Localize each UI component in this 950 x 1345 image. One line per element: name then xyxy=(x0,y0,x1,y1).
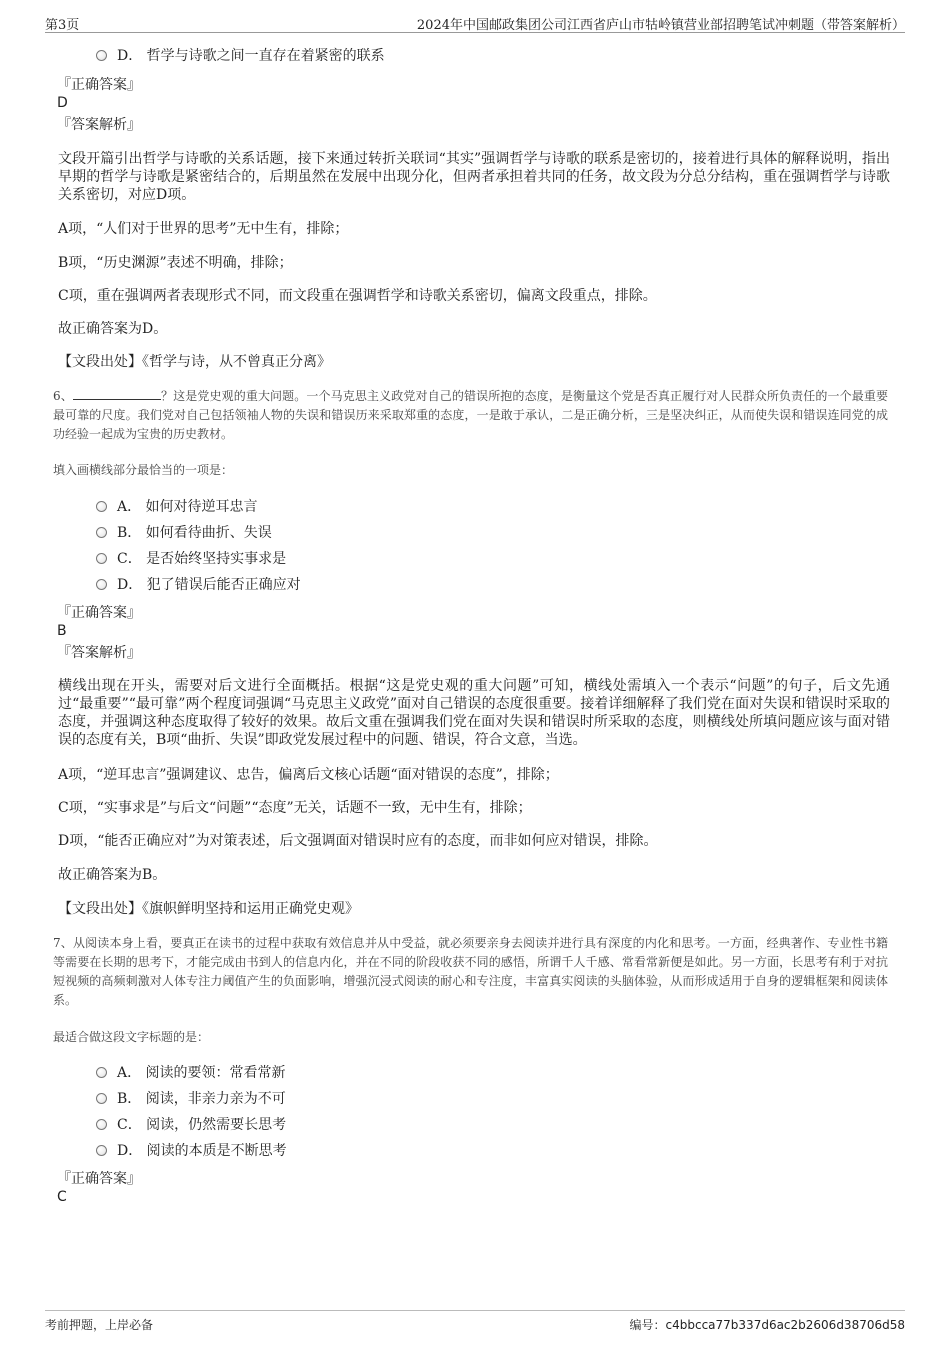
answer-label: 『正确答案』 xyxy=(57,77,141,93)
q7-option-d[interactable] xyxy=(96,1141,287,1161)
code-label: 编号： xyxy=(629,1318,666,1332)
question-text: ？这是党史观的重大问题。一个马克思主义政党对自己的错误所抱的态度，是衡量这个党是否真正履行对人民群众所负责任的一个最重要最可靠的尺度。我们党对自己包括领袖人物的失误和错误历来采取郑重的态度，一是敢于承认，二是正确分析，三是坚决纠正，从而使失误和错误连同党的成功经验一起成为宝贵的历史教材。 xyxy=(53,389,888,441)
option-label: C． 阅读，仍然需要长思考 xyxy=(117,1117,287,1133)
q6-option-b[interactable] xyxy=(96,523,272,543)
option-label: B． 阅读，非亲力亲为不可 xyxy=(117,1091,286,1107)
option-label: A． 阅读的要领：常看常新 xyxy=(117,1065,286,1081)
footer-slogan: 考前押题，上岸必备 xyxy=(45,1318,154,1332)
radio-icon[interactable] xyxy=(96,1093,107,1104)
analysis-label: 『答案解析』 xyxy=(57,645,141,661)
question-prompt: 填入画横线部分最恰当的一项是： xyxy=(53,463,234,477)
analysis-text: 文段开篇引出哲学与诗歌的关系话题，接下来通过转折关联词“其实”强调哲学与诗歌的联系是密切的，接着进行具体的解释说明，指出早期的哲学与诗歌是紧密结合的，后期虽然在发展中出现分化，但两者承担着共同的任务，故文段为分总分结构，重在强调哲学与诗歌关系密切，对应D项。 xyxy=(58,151,890,203)
code-value: c4bbcca77b337d6ac2b2606d38706d58 xyxy=(665,1318,905,1332)
radio-icon[interactable] xyxy=(96,1067,107,1078)
answer-value: B xyxy=(57,623,67,639)
q7-option-a[interactable] xyxy=(96,1063,286,1083)
page-footer xyxy=(45,1310,905,1335)
analysis-conclusion: 故正确答案为B。 xyxy=(58,867,167,883)
q7-stem: 7、从阅读本身上看，要真正在读书的过程中获取有效信息并从中受益，就必须要亲身去阅读并进行具有深度的内化和思考。一方面，经典著作、专业性书籍等需要在长期的思考下，才能完成由书到人的信息内化，并在不同的阶段收获不同的感悟，所谓千人千感、常看常新便是如此。另一方面，长思考有利于对抗短视频的高频刺激对人体专注力阈值产生的负面影响，增强沉浸式阅读的耐心和专注度，丰富真实阅读的头脑体验，从而形成适用于自身的逻辑框架和阅读体系。 xyxy=(53,936,888,1007)
page-header xyxy=(45,12,905,33)
option-label: C． 是否始终坚持实事求是 xyxy=(117,551,287,567)
document-code xyxy=(630,1316,906,1333)
answer-label: 『正确答案』 xyxy=(57,1171,141,1187)
radio-icon[interactable] xyxy=(96,50,107,61)
question-number: 6、 xyxy=(53,389,73,403)
analysis-note-a: A项，“人们对于世界的思考”无中生有，排除； xyxy=(58,221,349,237)
radio-icon[interactable] xyxy=(96,1145,107,1156)
radio-icon[interactable] xyxy=(96,1119,107,1130)
option-label: B． 如何看待曲折、失误 xyxy=(117,525,272,541)
page-number: 第3页 xyxy=(45,18,80,33)
option-label: D． 阅读的本质是不断思考 xyxy=(117,1143,287,1159)
analysis-note-c: C项，“实事求是”与后文“问题”“态度”无关，话题不一致，无中生有，排除； xyxy=(58,800,532,816)
fill-blank xyxy=(73,387,161,400)
question-prompt: 最适合做这段文字标题的是： xyxy=(53,1030,210,1044)
option-label: D． 哲学与诗歌之间一直存在着紧密的联系 xyxy=(117,48,385,64)
answer-value: D xyxy=(57,95,68,111)
q6-option-c[interactable] xyxy=(96,549,286,569)
radio-icon[interactable] xyxy=(96,527,107,538)
analysis-note-d: D项，“能否正确应对”为对策表述，后文强调面对错误时应有的态度，而非如何应对错误，排除。 xyxy=(58,833,658,849)
answer-label: 『正确答案』 xyxy=(57,605,141,621)
q6-option-a[interactable] xyxy=(96,497,258,517)
q6-option-d[interactable] xyxy=(96,575,301,595)
analysis-label: 『答案解析』 xyxy=(57,117,141,133)
option-label: D． 犯了错误后能否正确应对 xyxy=(117,577,301,593)
radio-icon[interactable] xyxy=(96,579,107,590)
q5-option-d[interactable] xyxy=(96,46,385,66)
analysis-conclusion: 故正确答案为D。 xyxy=(58,321,168,337)
q7-option-c[interactable] xyxy=(96,1115,286,1135)
analysis-text: 横线出现在开头，需要对后文进行全面概括。根据“这是党史观的重大问题”可知，横线处需填入一个表示“问题”的句子，后文先通过“最重要”“最可靠”两个程度词强调“马克思主义政党”面对自己错误的态度很重要。接着详细解释了我们党在面对失误和错误时采取的态度，并强调这种态度取得了较好的效果。故后文重在强调我们党在面对失误和错误时所采取的态度，则横线处所填问题应该与面对错误的态度有关，B项“曲折、失误”即政党发展过程中的问题、错误，符合文意，当选。 xyxy=(58,678,890,748)
radio-icon[interactable] xyxy=(96,501,107,512)
q6-stem xyxy=(53,387,888,444)
analysis-note-c: C项，重在强调两者表现形式不同，而文段重在强调哲学和诗歌关系密切，偏离文段重点，排除。 xyxy=(58,288,657,304)
q7-option-b[interactable] xyxy=(96,1089,286,1109)
document-title: 2024年中国邮政集团公司江西省庐山市牯岭镇营业部招聘笔试冲刺题（带答案解析） xyxy=(416,18,905,33)
analysis-note-b: B项，“历史渊源”表述不明确，排除； xyxy=(58,255,293,271)
answer-value: C xyxy=(57,1189,67,1205)
option-label: A． 如何对待逆耳忠言 xyxy=(117,499,258,515)
radio-icon[interactable] xyxy=(96,553,107,564)
analysis-note-a: A项，“逆耳忠言”强调建议、忠告，偏离后文核心话题“面对错误的态度”，排除； xyxy=(58,767,559,783)
source-citation: 【文段出处】《哲学与诗，从不曾真正分离》 xyxy=(58,354,331,370)
source-citation: 【文段出处】《旗帜鲜明坚持和运用正确党史观》 xyxy=(58,901,359,917)
